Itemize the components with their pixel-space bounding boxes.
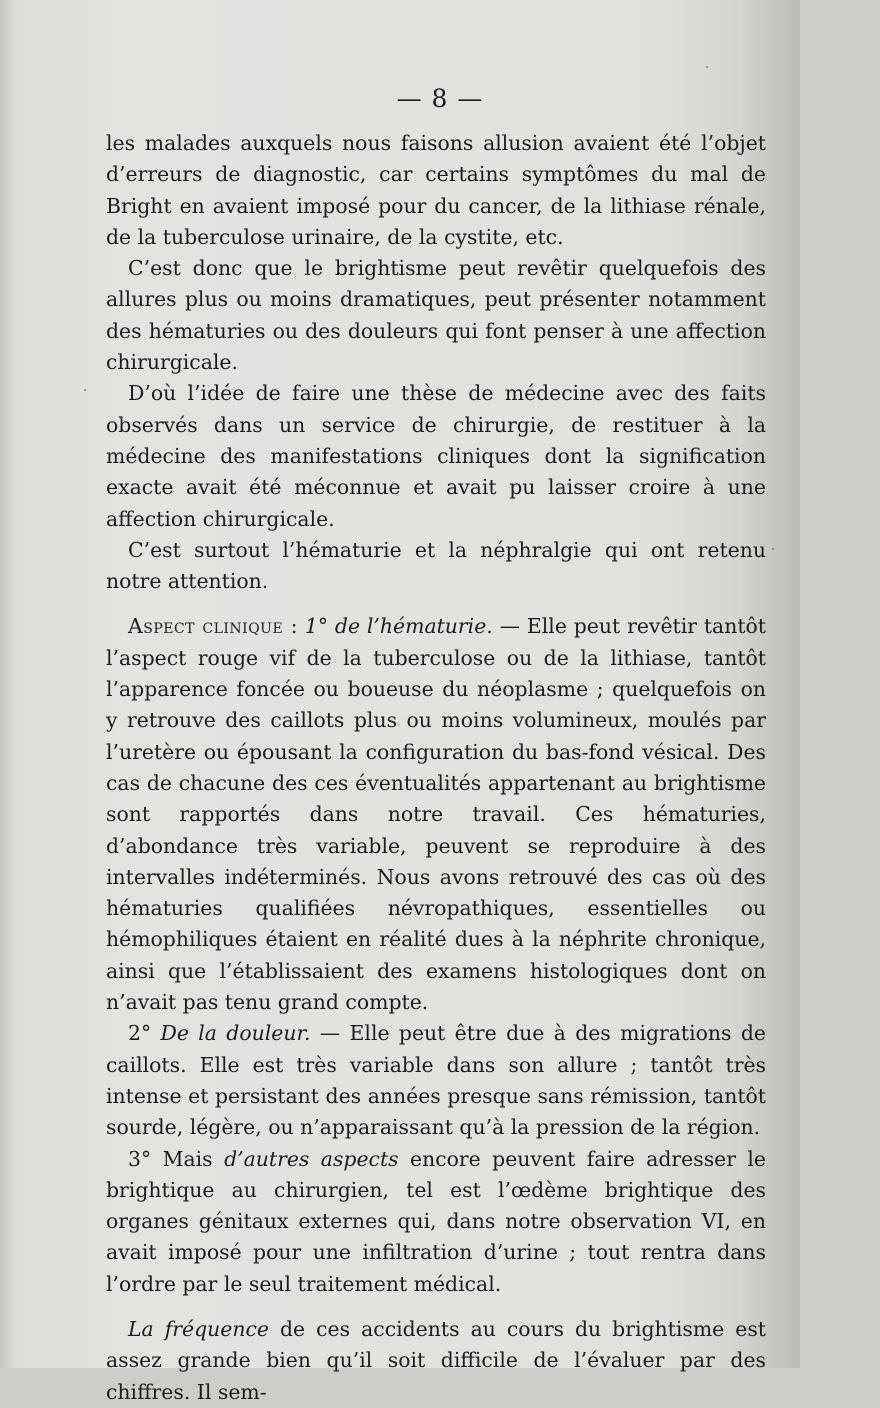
paragraph-hematuria-text: — Elle peut revêtir tantôt l’aspect rouge vif de la tuberculose ou de la lithiase, tantôt l’apparence foncée ou boueuse du néoplasme ; quelquefois on y retrouve des caillots plus ou moins volumineux, moulés par l’uretère ou épousant la configuration du bas-fond vésical. Des cas de chacune des ces éventualités appartenant au brightisme sont rapportés dans notre travail. Ces hématuries, d’abondance très variable, peuvent se reproduire à des intervalles indéterminés. Nous avons retrouvé des cas où des hématuries qualifiées névropathiques, essentielles ou hémophiliques étaient en réalité dues à la néphrite chronique, ainsi que l’établissaient des examens histologiques dont on n’avait pas tenu grand compte. <box>106 614 767 1015</box>
paragraph-3: D’où l’idée de faire une thèse de médecine avec des faits observés dans un service de chirurgie, de restituer à la médecine des manifestations cliniques dont la signification exacte avait été méconnue et avait pu laisser croire à une affection chirurgicale. <box>106 381 766 531</box>
paragraph-1: les malades auxquels nous faisons allusion avaient été l’objet d’erreurs de diagnostic, car certains symptômes du mal de Bright en avaient imposé pour du cancer, de la lithiase rénale, de la tuberculose urinaire, de la cystite, etc. <box>106 131 766 249</box>
paragraph-frequency-text: de ces accidents au cours du brightisme est assez grande bien qu’il soit difficile de l’évaluer par des chiffres. Il sem- <box>106 1316 766 1404</box>
paragraph-other-aspects-text: encore peuvent faire adresser le brightique au chirurgien, tel est l’œdème brightique des organes génitaux externes qui, dans notre observation VI, en avait imposé pour une infiltration d’urine ; tout rentra dans l’ordre par le seul traitement médical. <box>106 1146 767 1296</box>
paragraph-pain-text: — Elle peut être due à des migrations de caillots. Elle est très variable dans son allure ; tantôt très intense et persistant des années presque sans rémission, tantôt sourde, légère, ou n’apparaissant qu’à la pression de la région. <box>106 1021 766 1140</box>
paper-speck <box>772 548 774 550</box>
subsection-heading-frequency: La fréquence <box>128 1316 269 1341</box>
section-label: Aspect clinique : <box>128 614 298 639</box>
paragraph-2: C’est donc que le brightisme peut revêtir quelquefois des allures plus ou moins dramatiques, peut présenter notamment des hématuries ou des douleurs qui font penser à une affection chirurgicale. <box>106 256 766 375</box>
paragraph-other-aspects <box>106 1144 766 1300</box>
paragraph-hematuria <box>106 611 766 1018</box>
item-number-2: 2° <box>128 1021 152 1046</box>
paragraph-frequency <box>106 1314 766 1408</box>
paper-speck <box>84 389 86 391</box>
body-text <box>106 128 766 1408</box>
subsection-heading-hematuria: 1° de l’hématurie. <box>304 614 493 639</box>
item-number-3: 3° Mais <box>128 1146 213 1171</box>
page-number: — 8 — <box>396 84 484 113</box>
paragraph-4: C’est surtout l’hématurie et la néphralgie qui ont retenu notre attention. <box>106 537 766 594</box>
subsection-heading-other-aspects: d’autres aspects <box>224 1146 399 1171</box>
paper-speck <box>706 66 708 68</box>
subsection-heading-pain: De la douleur. <box>160 1021 311 1046</box>
paragraph-pain <box>106 1018 766 1143</box>
